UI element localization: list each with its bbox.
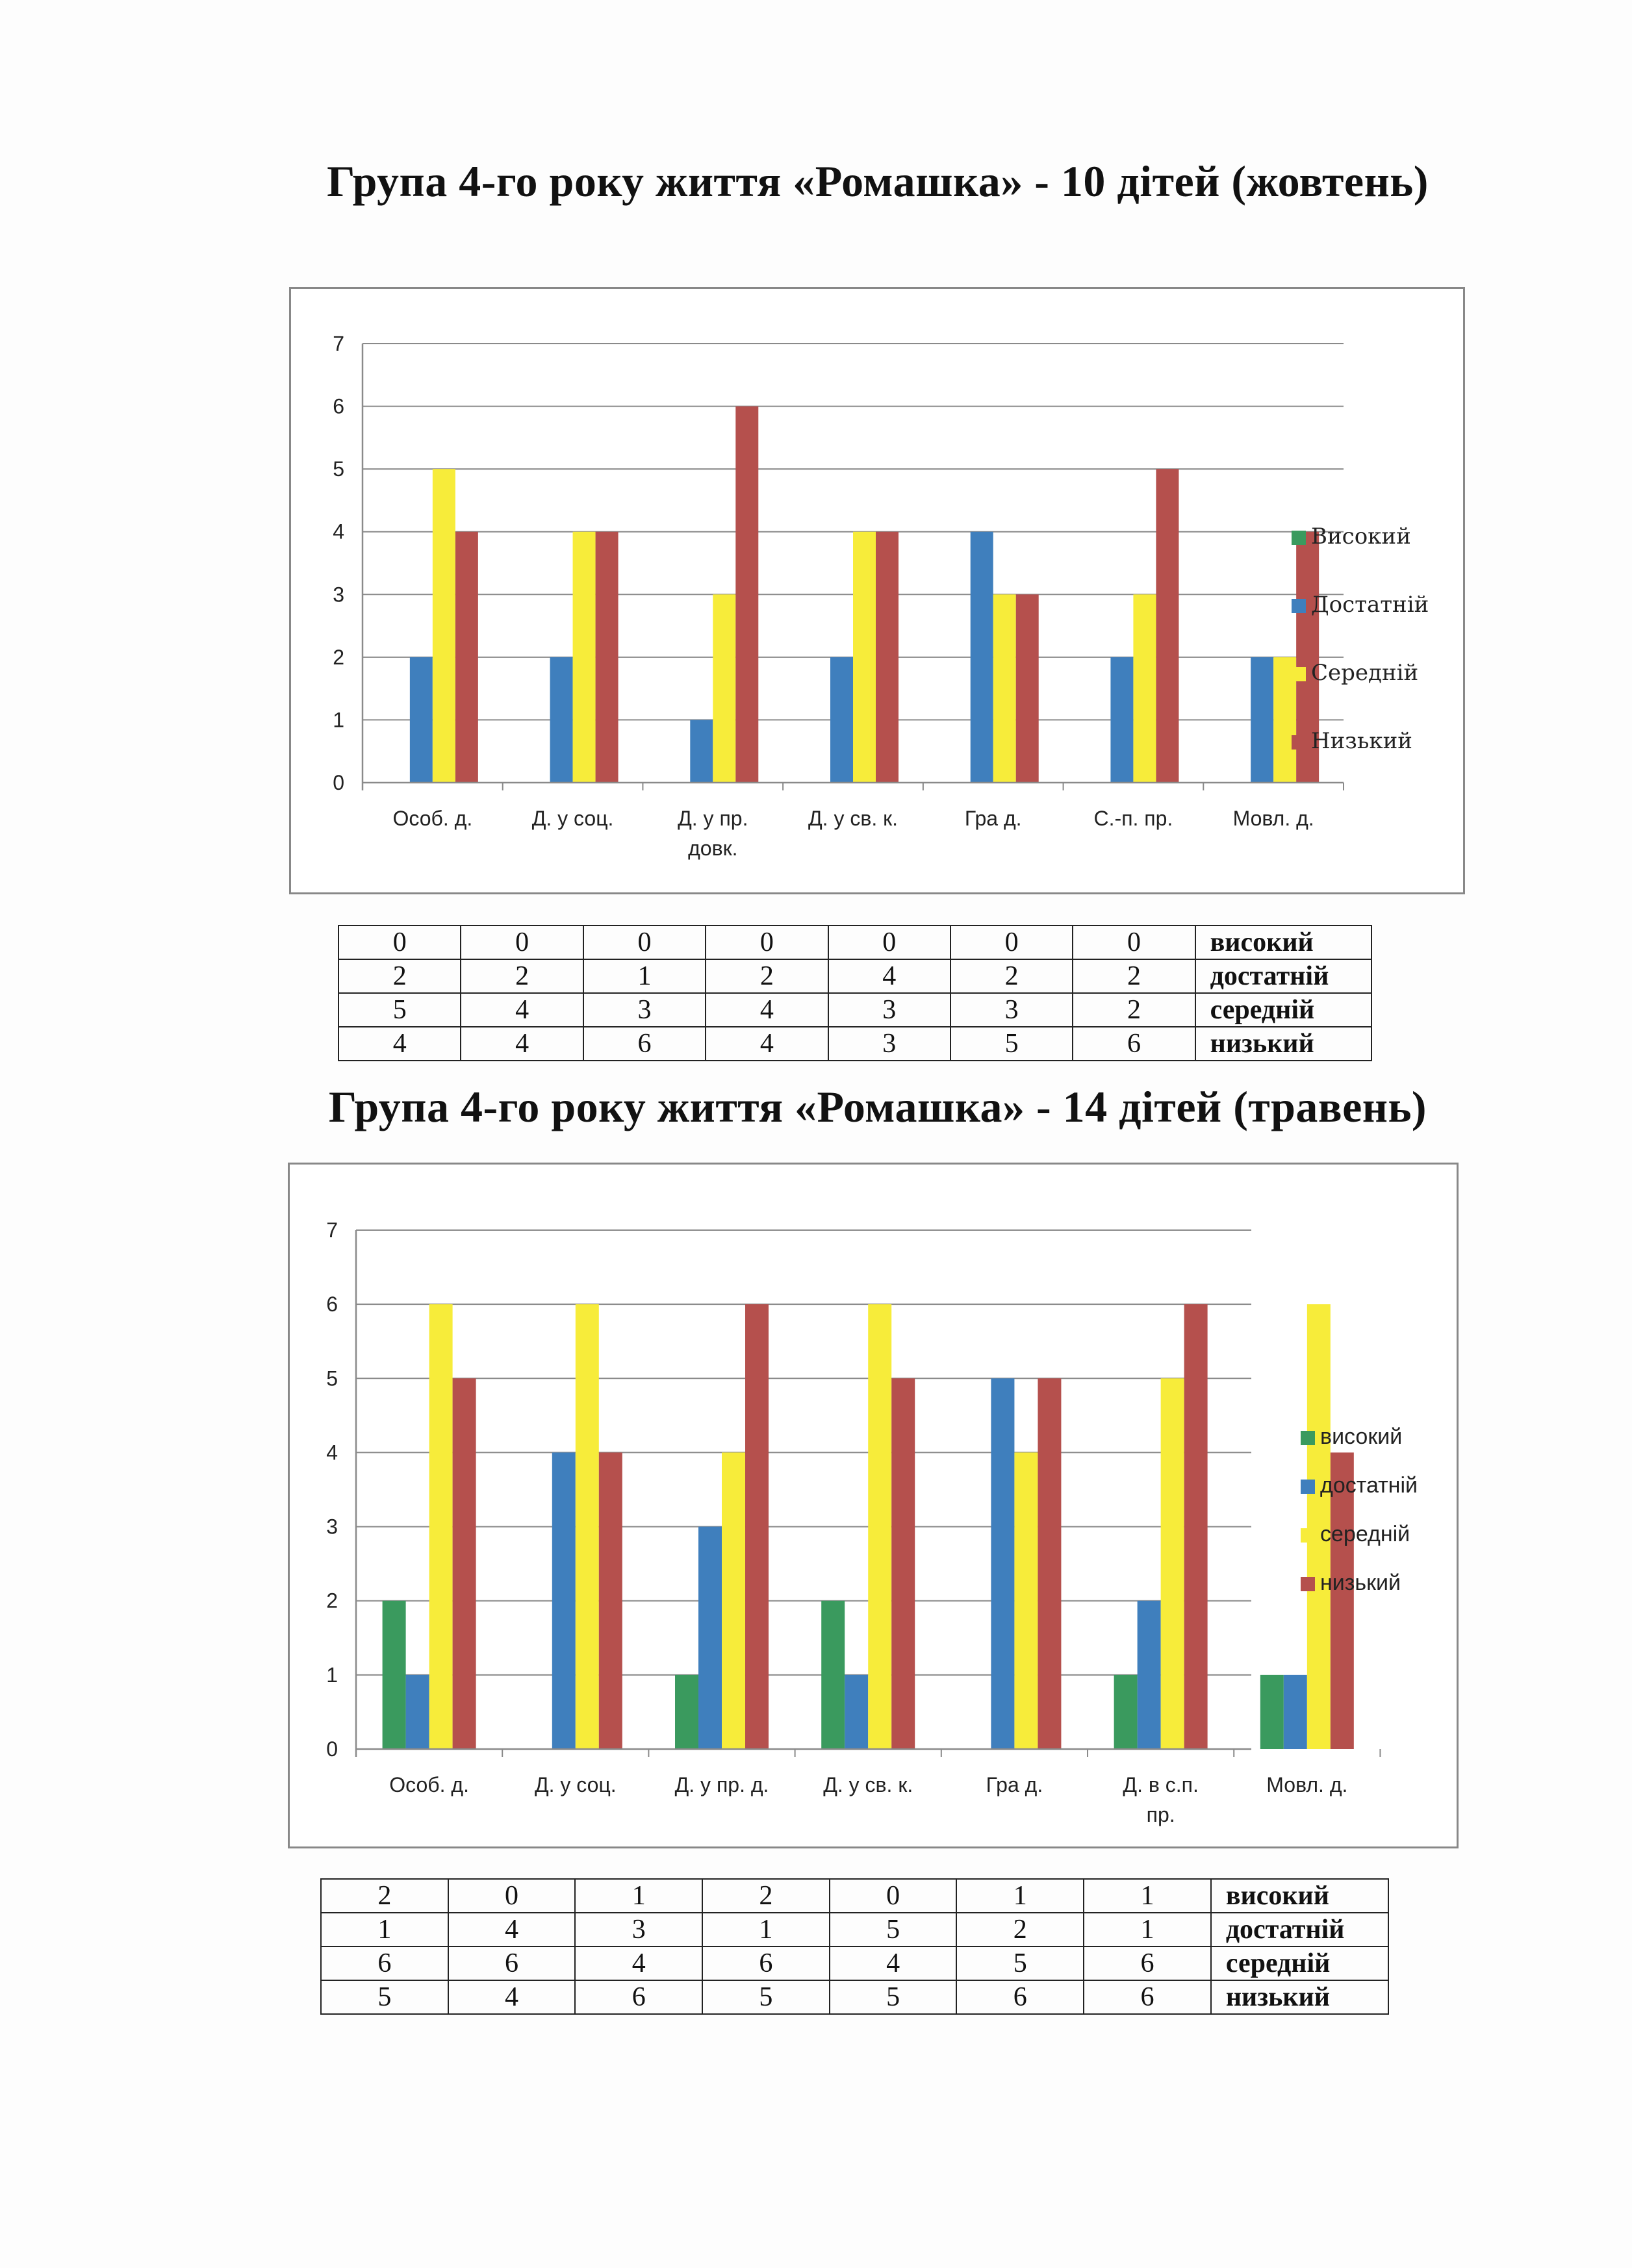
table-cell: 5 <box>950 1027 1073 1061</box>
table-cell: 6 <box>321 1947 448 1980</box>
y-tick-label: 7 <box>326 1218 338 1242</box>
chart-october <box>289 287 1465 894</box>
table-cell: 2 <box>321 1879 448 1913</box>
bar-high <box>1114 1675 1138 1749</box>
table-row <box>321 1947 1388 1980</box>
x-category-label: Мовл. д. <box>1232 807 1314 830</box>
bar-sufficient <box>1110 657 1133 783</box>
bar-sufficient <box>410 657 433 783</box>
x-category-label: Д. у пр. д. <box>674 1773 769 1796</box>
x-category-label: Д. в с.п. <box>1123 1773 1199 1796</box>
y-tick-label: 6 <box>333 394 344 418</box>
table-cell: 5 <box>338 993 461 1027</box>
bar-sufficient <box>1251 657 1273 783</box>
x-category-label: Гра д. <box>986 1773 1043 1796</box>
table-cell: 2 <box>461 959 583 993</box>
table-cell: 6 <box>1084 1980 1211 2014</box>
table-cell: 3 <box>828 1027 950 1061</box>
y-tick-label: 6 <box>326 1292 338 1317</box>
table-cell: 4 <box>448 1980 576 2014</box>
bar-sufficient <box>1284 1675 1307 1749</box>
bar-low <box>453 1378 476 1749</box>
bar-high <box>1260 1675 1284 1749</box>
table-cell: 1 <box>583 959 706 993</box>
table-cell: 1 <box>575 1879 702 1913</box>
bar-low <box>455 532 478 783</box>
data-table-october <box>338 925 1372 1061</box>
bar-high <box>821 1601 845 1749</box>
x-category-label: Особ. д. <box>389 1773 469 1796</box>
table-cell: 4 <box>706 1027 828 1061</box>
table-row-label: середній <box>1211 1947 1388 1980</box>
table-cell: 2 <box>1073 959 1195 993</box>
bar-low <box>1184 1304 1208 1749</box>
table-row <box>338 959 1371 993</box>
table-row <box>338 1027 1371 1061</box>
table-cell: 0 <box>583 926 706 959</box>
table-cell: 1 <box>321 1913 448 1947</box>
legend-label-high: Високий <box>1311 523 1411 549</box>
y-tick-label: 7 <box>333 332 344 355</box>
table-cell: 2 <box>956 1913 1084 1947</box>
chart-title-may: Група 4-го року життя «Ромашка» - 14 дітей (травень) <box>328 1082 1427 1131</box>
table-row-label: середній <box>1195 993 1371 1027</box>
bar-sufficient <box>406 1675 429 1749</box>
legend-swatch-high <box>1301 1431 1315 1445</box>
table-cell: 0 <box>830 1879 957 1913</box>
y-tick-label: 3 <box>326 1515 338 1539</box>
table-cell: 4 <box>706 993 828 1027</box>
legend-label-low: Низький <box>1311 728 1412 754</box>
bar-sufficient <box>1138 1601 1161 1749</box>
table-cell: 0 <box>1073 926 1195 959</box>
x-category-label: С.-п. пр. <box>1093 807 1173 830</box>
table-cell: 6 <box>1084 1947 1211 1980</box>
table-cell: 0 <box>828 926 950 959</box>
table-row <box>321 1879 1388 1913</box>
bar-sufficient <box>698 1527 722 1749</box>
y-tick-label: 5 <box>326 1367 338 1391</box>
x-category-label: Особ. д. <box>392 807 473 830</box>
chart-october-plot <box>291 289 1463 892</box>
bar-high <box>675 1675 698 1749</box>
bar-low <box>745 1304 769 1749</box>
table-row-label: достатній <box>1195 959 1371 993</box>
table-cell: 5 <box>321 1980 448 2014</box>
legend-swatch-sufficient <box>1292 599 1306 613</box>
data-table-may <box>320 1878 1389 2015</box>
table-row <box>321 1913 1388 1947</box>
y-tick-label: 1 <box>326 1663 338 1687</box>
bar-sufficient <box>550 657 573 783</box>
table-row-label: низький <box>1195 1027 1371 1061</box>
legend-swatch-low <box>1301 1577 1315 1591</box>
legend-swatch-medium <box>1292 667 1306 681</box>
table-cell: 3 <box>583 993 706 1027</box>
y-tick-label: 4 <box>333 520 344 544</box>
legend-label-high: високий <box>1320 1424 1403 1449</box>
bar-medium <box>713 594 735 783</box>
table-row <box>338 993 1371 1027</box>
x-category-label: Д. у пр. <box>678 807 748 830</box>
table-cell: 6 <box>702 1947 830 1980</box>
table-cell: 4 <box>830 1947 957 1980</box>
table-cell: 4 <box>461 993 583 1027</box>
bar-sufficient <box>971 532 993 783</box>
bar-low <box>1038 1378 1061 1749</box>
table-cell: 2 <box>706 959 828 993</box>
bar-sufficient <box>845 1675 868 1749</box>
table-cell: 6 <box>583 1027 706 1061</box>
table-cell: 4 <box>575 1947 702 1980</box>
bar-medium <box>429 1304 453 1749</box>
x-category-label: Д. у св. к. <box>808 807 899 830</box>
y-tick-label: 0 <box>326 1737 338 1761</box>
y-tick-label: 1 <box>333 708 344 732</box>
bar-sufficient <box>690 720 713 783</box>
legend-label-sufficient: Достатній <box>1311 592 1429 618</box>
x-category-label: пр. <box>1146 1803 1175 1826</box>
x-category-label: Д. у соц. <box>531 807 614 830</box>
bar-medium <box>433 469 455 783</box>
table-cell: 1 <box>1084 1913 1211 1947</box>
bar-medium <box>1133 594 1156 783</box>
legend-swatch-low <box>1292 735 1306 750</box>
bar-low <box>891 1378 915 1749</box>
table-cell: 4 <box>828 959 950 993</box>
table-cell: 6 <box>956 1980 1084 2014</box>
bar-low <box>876 532 899 783</box>
table-cell: 4 <box>461 1027 583 1061</box>
table-cell: 0 <box>461 926 583 959</box>
bar-medium <box>1014 1452 1038 1749</box>
table-cell: 3 <box>950 993 1073 1027</box>
legend-swatch-sufficient <box>1301 1480 1315 1494</box>
table-row-label: достатній <box>1211 1913 1388 1947</box>
legend-label-medium: Середній <box>1311 660 1419 686</box>
table-row-label: низький <box>1211 1980 1388 2014</box>
table-cell: 6 <box>448 1947 576 1980</box>
table-cell: 1 <box>702 1913 830 1947</box>
table-cell: 5 <box>830 1980 957 2014</box>
table-row-label: високий <box>1195 926 1371 959</box>
chart-may <box>288 1163 1459 1848</box>
x-category-label: Гра д. <box>964 807 1022 830</box>
legend-label-medium: середній <box>1320 1522 1410 1546</box>
x-category-label: Д. у соц. <box>534 1773 617 1796</box>
table-cell: 1 <box>956 1879 1084 1913</box>
table-cell: 2 <box>950 959 1073 993</box>
table-row-label: високий <box>1211 1879 1388 1913</box>
legend-swatch-medium <box>1301 1528 1315 1543</box>
chart-title-october: Група 4-го року життя «Ромашка» - 10 дітей (жовтень) <box>327 157 1429 206</box>
y-tick-label: 2 <box>326 1589 338 1613</box>
y-tick-label: 0 <box>333 771 344 794</box>
bar-low <box>599 1452 622 1749</box>
legend-swatch-high <box>1292 531 1306 545</box>
bar-medium <box>722 1452 745 1749</box>
table-cell: 4 <box>448 1913 576 1947</box>
table-cell: 3 <box>575 1913 702 1947</box>
legend-label-low: низький <box>1320 1570 1401 1595</box>
y-tick-label: 3 <box>333 583 344 607</box>
bar-sufficient <box>991 1378 1014 1749</box>
bar-low <box>1016 594 1039 783</box>
x-category-label: довк. <box>688 837 738 860</box>
legend-label-sufficient: достатній <box>1320 1473 1418 1498</box>
bar-medium <box>1161 1378 1184 1749</box>
table-cell: 1 <box>1084 1879 1211 1913</box>
table-cell: 6 <box>575 1980 702 2014</box>
table-cell: 5 <box>956 1947 1084 1980</box>
bar-medium <box>853 532 876 783</box>
x-category-label: Мовл. д. <box>1266 1773 1348 1796</box>
table-cell: 6 <box>1073 1027 1195 1061</box>
bar-high <box>383 1601 406 1749</box>
chart-may-plot <box>290 1165 1457 1846</box>
table-cell: 4 <box>338 1027 461 1061</box>
table-cell: 0 <box>448 1879 576 1913</box>
y-tick-label: 5 <box>333 457 344 481</box>
table-cell: 0 <box>338 926 461 959</box>
table-cell: 2 <box>1073 993 1195 1027</box>
table-cell: 3 <box>828 993 950 1027</box>
table-cell: 5 <box>702 1980 830 2014</box>
table-row <box>338 926 1371 959</box>
table-cell: 5 <box>830 1913 957 1947</box>
x-category-label: Д. у св. к. <box>823 1773 913 1796</box>
table-cell: 2 <box>702 1879 830 1913</box>
table-cell: 0 <box>706 926 828 959</box>
bar-low <box>735 407 758 783</box>
table-row <box>321 1980 1388 2014</box>
bar-low <box>1156 469 1179 783</box>
y-tick-label: 4 <box>326 1441 338 1465</box>
bar-low <box>596 532 618 783</box>
bar-sufficient <box>830 657 853 783</box>
bar-medium <box>573 532 596 783</box>
table-cell: 2 <box>338 959 461 993</box>
bar-medium <box>576 1304 599 1749</box>
table-cell: 0 <box>950 926 1073 959</box>
bar-sufficient <box>552 1452 576 1749</box>
y-tick-label: 2 <box>333 645 344 669</box>
bar-medium <box>993 594 1016 783</box>
bar-medium <box>868 1304 891 1749</box>
